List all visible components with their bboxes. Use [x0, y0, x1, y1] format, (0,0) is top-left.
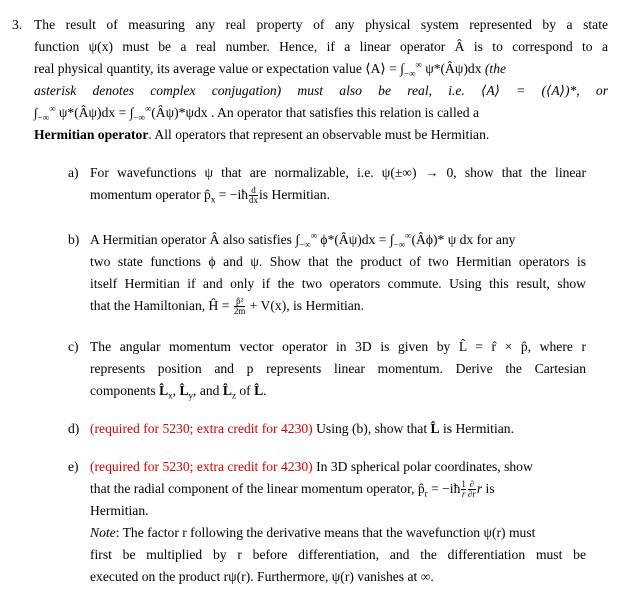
part-b-line-2: two state functions ϕ and ψ. Show that the product of two Hermitian operators is — [90, 254, 586, 269]
part-b-label: b) — [68, 232, 80, 247]
part-b-line-3: itself Hermitian if and only if the two operators commute. Using this result, show — [90, 276, 586, 291]
part-c-line-3: components $L̂_x$, $L̂_y$, and $L̂_z$ of L̂. — [90, 383, 267, 401]
part-e-note-line-1: Note: The factor r following the derivative means that the wavefunction ψ(r) must — [90, 525, 536, 540]
part-a-line-2: momentum operator $p̂_x$ = −iħ $\frac{d}{dx}$ is Hermitian. — [90, 185, 331, 206]
one-over-r-fraction: $\frac{1}{r}$ — [461, 479, 466, 500]
part-c-line-1: The angular momentum vector operator in 3D is given by L̂ = r̂ × p̂, where r — [90, 339, 586, 354]
part-e-line-3: Hermitian. — [90, 503, 149, 518]
credit-note: (required for 5230; extra credit for 4230) — [90, 459, 313, 474]
part-a-label: a) — [68, 165, 79, 180]
part-e-line-2: that the radial component of the linear momentum operator, $p̂_r$ = −iħ $\frac{1}{r}$ $\frac{\partial}{\partial r}$ r is — [90, 479, 495, 500]
part-d-label: d) — [68, 421, 80, 436]
part-a-line-1: For wavefunctions ψ that are normalizable, i.e. ψ(±∞) → 0, show that the linear — [90, 165, 586, 180]
d-dx-fraction: $\frac{d}{dx}$ — [249, 185, 259, 206]
part-e-note-line-2: first be multiplied by r before differentiation, and the differentiation must be — [90, 547, 586, 562]
partial-r-fraction: $\frac{\partial}{\partial r}$ — [467, 479, 476, 500]
part-b-line-1: A Hermitian operator Â also satisfies $\int_{-\infty}^\infty$ ϕ*(Âψ)dx = $\int_{-\infty}^\infty(Â\phi)*$ ψ dx for any — [90, 230, 516, 250]
intro-line-2: function ψ(x) must be a real number. Hence, if a linear operator Â is to correspond to a — [34, 39, 608, 54]
part-b-line-4: that the Hamiltonian, Ĥ = $\frac{\text{p̂²}}{2m}$ + V(x), is Hermitian. — [90, 296, 365, 317]
intro-line-4: asterisk denotes complex conjugation) must also be real, i.e. ⟨A⟩ = (⟨A⟩)*, or — [34, 83, 608, 98]
part-c-label: c) — [68, 339, 79, 354]
part-e-line-1: (required for 5230; extra credit for 4230) In 3D spherical polar coordinates, show — [90, 459, 533, 474]
part-d-line: (required for 5230; extra credit for 4230) Using (b), show that L̂ is Hermitian. — [90, 421, 514, 436]
part-c-line-2: represents position and p represents linear momentum. Derive the Cartesian — [90, 361, 586, 376]
intro-line-6: Hermitian operator. All operators that represent an observable must be Hermitian. — [34, 127, 490, 142]
part-e-label: e) — [68, 459, 79, 474]
intro-line-3: real physical quantity, its average value or expectation value ⟨A⟩ = $\int_{-\infty}^\infty$ ψ*(Âψ)dx (the — [34, 59, 507, 79]
intro-line-1: The result of measuring any real property of any physical system represented by a state — [34, 17, 608, 32]
credit-note: (required for 5230; extra credit for 4230) — [90, 421, 313, 436]
hamiltonian-fraction: $\frac{\text{p̂²}}{2m}$ — [233, 296, 246, 317]
intro-line-5: $\int_{-\infty}^\infty$ ψ*(Âψ)dx = $\int_{-\infty}^\infty(Â\psi)*\psi dx$ . An operator that satisfies this relation is called a — [34, 103, 479, 123]
problem-number: 3. — [12, 17, 23, 32]
part-e-note-line-3: executed on the product rψ(r). Furthermore, ψ(r) vanishes at ∞. — [90, 569, 434, 584]
